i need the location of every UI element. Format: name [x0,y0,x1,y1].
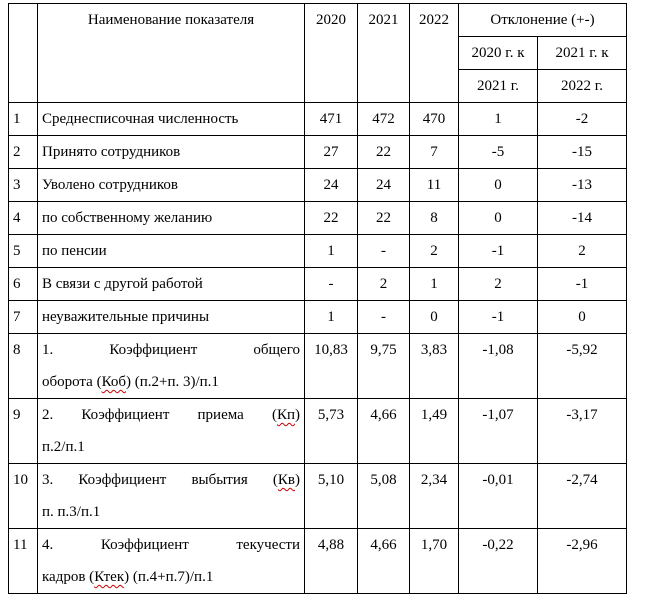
cell-2021: 2 [358,268,410,301]
cell-2021: 22 [358,136,410,169]
row-name: Уволено сотрудников [38,169,305,202]
row-name-abbrev: Кв [277,472,295,488]
cell-dev-2020-2021: 0 [459,169,538,202]
cell-dev-2021-2022: -2,96 [538,529,627,594]
cell-dev-2021-2022: 2 [538,235,627,268]
cell-2020: 27 [305,136,358,169]
row-name: В связи с другой работой [38,268,305,301]
row-name-word: выбытия [191,472,248,488]
row-number: 4 [9,202,38,235]
cell-2020: 1 [305,235,358,268]
cell-2022: 0 [410,301,459,334]
cell-dev-2021-2022: 0 [538,301,627,334]
row-number: 3 [9,169,38,202]
header-dev-2021-2022-line1: 2021 г. к [538,37,627,70]
row-name-line1 [42,529,300,561]
cell-2021: - [358,301,410,334]
row-name-abbrev: Ктек [94,569,125,585]
row-name-line2: п.2/п.1 [42,439,85,455]
cell-2021: 5,08 [358,464,410,529]
row-name [38,529,305,594]
row-number: 2 [9,136,38,169]
cell-dev-2020-2021: 0 [459,202,538,235]
row-name-word: Коэффициент [100,537,189,553]
header-year-2022: 2022 [410,4,459,103]
header-name-cell: Наименование показателя [38,4,305,103]
row-name [38,334,305,399]
row-name-line1 [42,334,300,366]
row-name-line2: п. п.3/п.1 [42,504,101,520]
cell-dev-2020-2021: -1 [459,301,538,334]
cell-2022: 8 [410,202,459,235]
cell-2021: 24 [358,169,410,202]
row-name-word: приема [197,407,244,423]
table-row [9,202,627,235]
row-name-fragment: ( [272,472,278,488]
row-name: по пенсии [38,235,305,268]
row-number: 6 [9,268,38,301]
row-name-word: 3. [42,472,54,488]
cell-dev-2021-2022: -2 [538,103,627,136]
cell-2020: 5,10 [305,464,358,529]
cell-2021: 9,75 [358,334,410,399]
cell-2020: 4,88 [305,529,358,594]
row-number: 1 [9,103,38,136]
cell-2021: - [358,235,410,268]
header-dev-2020-2021-line1: 2020 г. к [459,37,538,70]
staff-indicators-table [8,3,627,594]
row-name: неуважительные причины [38,301,305,334]
row-name-word: Коэффициент [78,472,167,488]
cell-2021: 4,66 [358,399,410,464]
cell-2020: - [305,268,358,301]
header-year-2020: 2020 [305,4,358,103]
cell-dev-2020-2021: -1,08 [459,334,538,399]
row-number: 8 [9,334,38,399]
row-number: 5 [9,235,38,268]
header-dev-2021-2022-line2: 2022 г. [538,70,627,103]
row-name-fragment: кадров ( [42,569,95,585]
row-name-fragment: ) [295,472,300,488]
row-name-word: текучести [236,537,300,553]
row-name: по собственному желанию [38,202,305,235]
cell-2022: 1,49 [410,399,459,464]
row-name-fragment: ( [271,407,277,423]
cell-dev-2020-2021: -0,22 [459,529,538,594]
row-name [38,464,305,529]
header-deviation: Отклонение (+-) [459,4,627,37]
cell-2022: 1 [410,268,459,301]
cell-dev-2020-2021: -5 [459,136,538,169]
cell-dev-2020-2021: 2 [459,268,538,301]
row-name-line1 [42,464,300,496]
table-row [9,529,627,594]
row-name [38,399,305,464]
row-name-word: общего [253,342,300,358]
row-name-word: Коэффициент [109,342,198,358]
cell-2020: 471 [305,103,358,136]
row-name: Принято сотрудников [38,136,305,169]
cell-dev-2020-2021: -1,07 [459,399,538,464]
cell-dev-2021-2022: -1 [538,268,627,301]
table-row [9,103,627,136]
row-name-fragment: ) (п.2+п. 3)/п.1 [125,374,219,390]
row-name-abbrev: Коб [101,374,126,390]
cell-2020: 5,73 [305,399,358,464]
cell-dev-2021-2022: -3,17 [538,399,627,464]
row-name-fragment: ) [295,407,300,423]
cell-dev-2020-2021: -0,01 [459,464,538,529]
cell-2022: 3,83 [410,334,459,399]
cell-dev-2021-2022: -13 [538,169,627,202]
cell-2021: 4,66 [358,529,410,594]
cell-2022: 1,70 [410,529,459,594]
table-row [9,136,627,169]
row-name-word: 1. [42,342,54,358]
cell-2020: 24 [305,169,358,202]
row-name: Среднесписочная численность [38,103,305,136]
row-number: 11 [9,529,38,594]
row-name-line2 [42,561,300,593]
row-name-word: 4. [42,537,54,553]
row-number: 10 [9,464,38,529]
row-name-word [272,399,300,431]
cell-2022: 2,34 [410,464,459,529]
cell-2022: 11 [410,169,459,202]
cell-dev-2021-2022: -14 [538,202,627,235]
cell-dev-2021-2022: -2,74 [538,464,627,529]
row-name-line1 [42,399,300,431]
table-row [9,235,627,268]
cell-2020: 10,83 [305,334,358,399]
header-dev-2020-2021-line2: 2021 г. [459,70,538,103]
row-name-fragment: ) (п.4+п.7)/п.1 [124,569,214,585]
cell-2020: 1 [305,301,358,334]
row-name-word: 2. [42,407,54,423]
header-year-2021: 2021 [358,4,410,103]
table-row [9,464,627,529]
table-row [9,169,627,202]
cell-2021: 472 [358,103,410,136]
row-name-line2 [42,366,300,398]
row-number: 7 [9,301,38,334]
row-name-word: Коэффициент [81,407,170,423]
table-row [9,301,627,334]
table-row [9,268,627,301]
cell-2022: 2 [410,235,459,268]
row-number: 9 [9,399,38,464]
header-num-cell [9,4,38,103]
table-row [9,399,627,464]
cell-dev-2021-2022: -15 [538,136,627,169]
cell-2021: 22 [358,202,410,235]
cell-2022: 7 [410,136,459,169]
cell-2020: 22 [305,202,358,235]
row-name-abbrev: Кп [276,407,295,423]
cell-dev-2021-2022: -5,92 [538,334,627,399]
cell-2022: 470 [410,103,459,136]
table-header-row [9,4,627,37]
row-name-word [273,464,300,496]
row-name-fragment: оборота ( [42,374,102,390]
table-row [9,334,627,399]
cell-dev-2020-2021: 1 [459,103,538,136]
cell-dev-2020-2021: -1 [459,235,538,268]
